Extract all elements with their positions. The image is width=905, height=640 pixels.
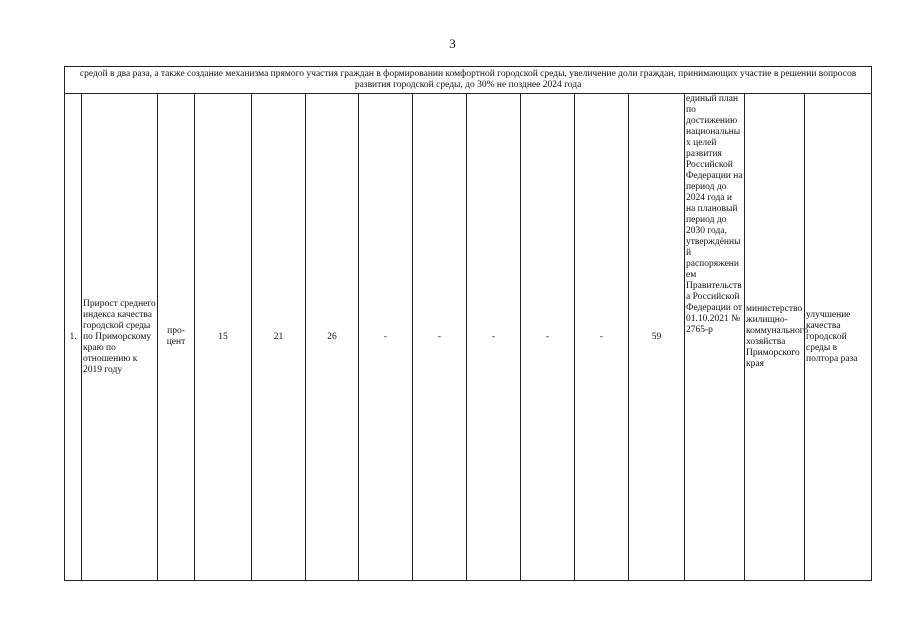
responsible-cell: министерство жилищно-коммунального хозяйства Приморского края (745, 94, 805, 581)
indicators-table (64, 66, 872, 581)
document-cell: единый план по достижению национальных целей развития Российской Федерации на период до 2024 года и на плановый период до 2030 года, утверждённый распоряжением Правительства Российской Федерации от 01.10.2021 № 2765-р (685, 94, 745, 581)
value-cell: - (521, 94, 575, 581)
result-cell: улучшение качества городской среды в полтора раза (805, 94, 872, 581)
value-cell: 15 (195, 94, 252, 581)
row-number: 1. (65, 94, 82, 581)
table-row (65, 94, 872, 581)
unit-cell: про-цент (158, 94, 195, 581)
page-number: 3 (449, 36, 456, 51)
value-cell: - (575, 94, 629, 581)
value-cell: 26 (306, 94, 359, 581)
value-cell: - (413, 94, 467, 581)
goal-text: средой в два раза, а также создание механизма прямого участия граждан в формировании комфортной городской среды, увеличение доли граждан, принимающих участие в решении вопросов развития городской среды, до 30% не позднее 2024 года (65, 67, 872, 94)
target-value-cell: 59 (629, 94, 685, 581)
indicator-name: Прирост среднего индекса качества городской среды по Приморскому краю по отношению к 2019 году (82, 94, 158, 581)
value-cell: - (359, 94, 413, 581)
value-cell: 21 (252, 94, 306, 581)
goal-row (65, 67, 872, 94)
value-cell: - (467, 94, 521, 581)
